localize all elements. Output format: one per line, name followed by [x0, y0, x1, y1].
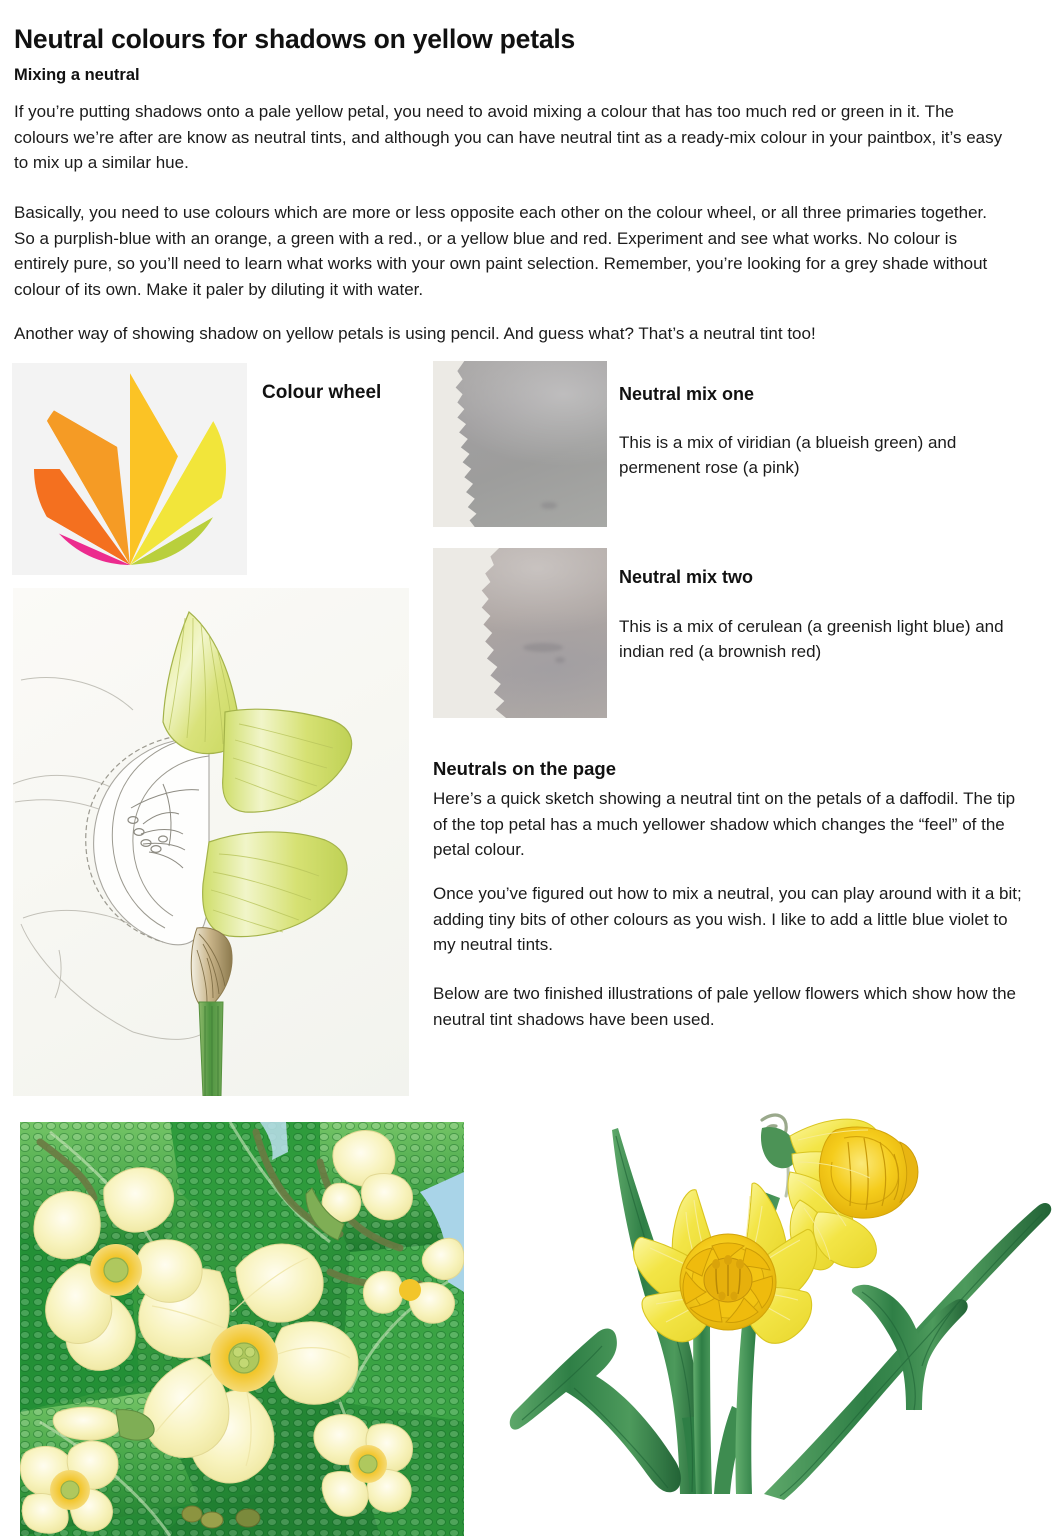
- primrose-painting-figure: [20, 1122, 464, 1536]
- intro-paragraph-3: Another way of showing shadow on yellow petals is using pencil. And guess what? That’s a neutral tint too!: [14, 324, 816, 343]
- section-subheading: Mixing a neutral: [14, 66, 140, 84]
- daffodil-sketch-graphic: [13, 588, 409, 1096]
- colour-wheel-graphic: [34, 373, 226, 565]
- neutral-mix-one-heading: Neutral mix one: [619, 384, 755, 404]
- daffodil-painting-figure: [500, 1080, 1059, 1536]
- neutral-mix-two-heading: Neutral mix two: [619, 567, 754, 587]
- neutral-mix-two-body: This is a mix of cerulean (a greenish light blue) and indian red (a brownish red): [619, 617, 1004, 661]
- neutrals-paragraph-1: Here’s a quick sketch showing a neutral tint on the petals of a daffodil. The tip of the top petal has a much yellower shadow which changes the “feel” of the petal colour.: [433, 789, 1016, 859]
- primrose-painting-graphic: [20, 1122, 464, 1536]
- daffodil-bloom-main: [634, 1183, 817, 1343]
- neutrals-paragraph-2: Once you’ve figured out how to mix a neutral, you can play around with it a bit; adding tiny bits of other colours as you wish. I like to add a little blue violet to my neutral tints.: [433, 884, 1022, 954]
- neutral-mix-one-swatch: [433, 361, 607, 527]
- page-title: Neutral colours for shadows on yellow petals: [14, 24, 576, 54]
- neutral-mix-two-swatch: [433, 548, 607, 718]
- colour-wheel-label: Colour wheel: [262, 382, 382, 403]
- intro-paragraph-2: Basically, you need to use colours which are more or less opposite each other on the colour wheel, or all three primaries together. So a purplish-blue with an orange, a green with a red., or a yellow blue and red. Experiment and see what works. No colour is entirely pure, so you’ll need to learn what works with your own paint selection. Remember, you’re looking for a grey shade without colour of its own. Make it paler by diluting it with water.: [14, 203, 988, 299]
- colour-wheel-figure: [12, 363, 247, 575]
- intro-paragraph-1: If you’re putting shadows onto a pale yellow petal, you need to avoid mixing a colour that has too much red or green in it. The colours we’re after are know as neutral tints, and although you can have neutral tint as a ready-mix colour in your paintbox, it’s easy to mix up a similar hue.: [14, 102, 1003, 172]
- neutrals-section-heading: Neutrals on the page: [433, 758, 616, 779]
- daffodil-painting-graphic: [500, 1080, 1059, 1536]
- swatch-blot: [541, 502, 557, 509]
- neutrals-paragraph-3: Below are two finished illustrations of pale yellow flowers which show how the neutral tint shadows have been used.: [433, 984, 1017, 1029]
- swatch-blot: [555, 657, 565, 663]
- daffodil-pencil-sketch-figure: [13, 588, 409, 1096]
- neutral-mix-one-body: This is a mix of viridian (a blueish green) and permenent rose (a pink): [619, 433, 957, 477]
